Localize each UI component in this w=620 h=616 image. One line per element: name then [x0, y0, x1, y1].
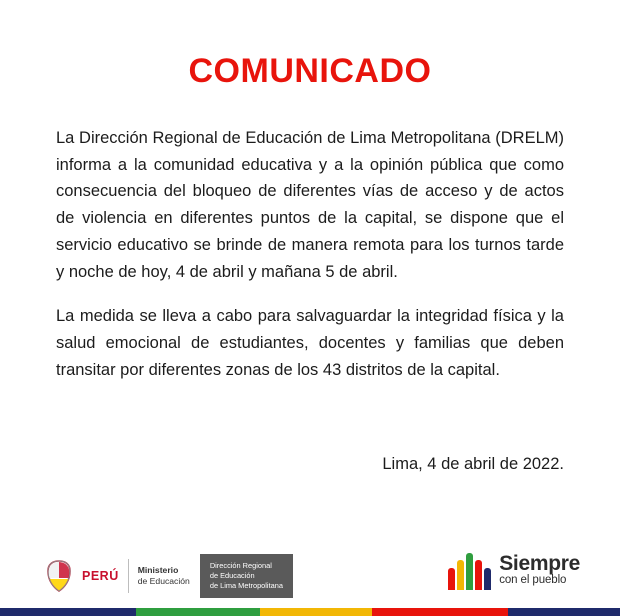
- color-bar-segment: [372, 608, 508, 616]
- footer: [0, 548, 620, 616]
- color-bar-segment: [508, 608, 620, 616]
- color-bar-segment: [260, 608, 372, 616]
- government-logo-block: [42, 554, 293, 598]
- page-title: COMUNICADO: [188, 52, 432, 90]
- footer-color-bar: [0, 608, 620, 616]
- slogan-block: [448, 550, 580, 590]
- paragraph-2: La medida se lleva a cabo para salvaguardar la integridad física y la salud emocional de estudiantes, docentes y familias que deben transitar por diferentes zonas de los 43 distritos de la capital.: [56, 307, 564, 379]
- color-bar-segment: [0, 608, 136, 616]
- color-bar-segment: [136, 608, 260, 616]
- drelm-line-3: de Lima Metropolitana: [209, 580, 283, 590]
- ministry-line-2: de Educación: [137, 576, 190, 586]
- slogan-text: [499, 551, 580, 587]
- peru-coat-of-arms-icon: [42, 558, 76, 594]
- slogan-line-1: Siempre: [499, 551, 580, 575]
- ministry-line-1: Ministerio: [137, 565, 179, 576]
- ministry-label: [129, 565, 200, 586]
- drelm-line-1: Dirección Regional: [209, 561, 272, 571]
- drelm-line-2: de Educación: [209, 571, 255, 581]
- date-line: Lima, 4 de abril de 2022.: [382, 455, 564, 474]
- slogan-line-2: con el pueblo: [499, 573, 567, 586]
- peru-label: PERÚ: [82, 568, 119, 583]
- paragraph-1: La Dirección Regional de Educación de Lima Metropolitana (DRELM) informa a la comunidad educativa y a la opinión pública que como consecuencia del bloqueo de diferentes vías de acceso y de actos de violencia en diferentes puntos de la capital, se dispone que el servicio educativo se brinde de manera remota para los turnos tarde y noche de hoy, 4 de abril y mañana 5 de abril.: [56, 129, 564, 281]
- people-group-icon: [448, 550, 494, 590]
- drelm-label: [200, 554, 293, 598]
